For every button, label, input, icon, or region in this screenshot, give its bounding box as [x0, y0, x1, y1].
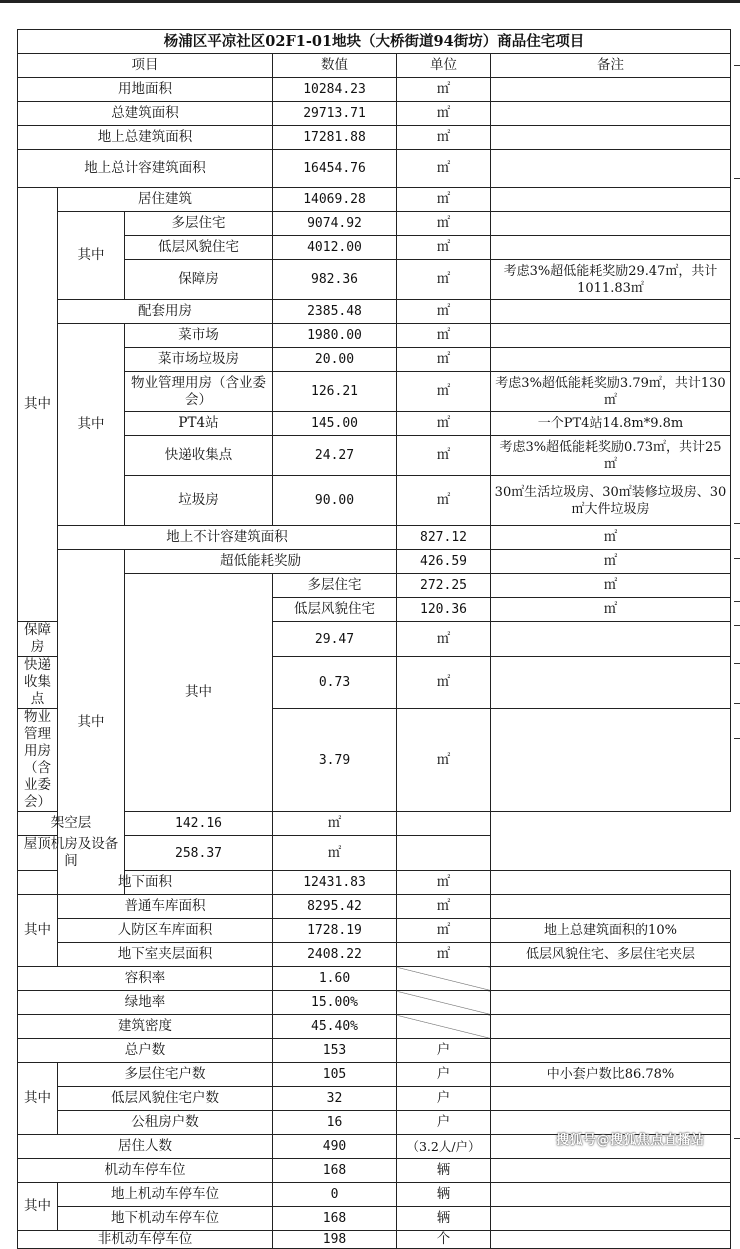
row-value: 3.79 [273, 709, 397, 812]
row-value: 145.00 [273, 412, 397, 436]
row-unit: ㎡ [491, 526, 731, 550]
group-label: 其中 [18, 188, 58, 622]
row-unit: ㎡ [397, 436, 491, 476]
row-note [491, 126, 731, 150]
row-note [491, 78, 731, 102]
group-label: 其中 [18, 895, 58, 967]
row-label: 公租房户数 [58, 1111, 273, 1135]
row-unit: ㎡ [397, 300, 491, 324]
row-label: 总户数 [18, 1039, 273, 1063]
row-unit: ㎡ [397, 943, 491, 967]
row-note [491, 895, 731, 919]
row-unit: ㎡ [397, 260, 491, 300]
table-row [18, 372, 731, 412]
row-unit: 个 [397, 1231, 491, 1249]
table-row [18, 300, 731, 324]
group-label: 其中 [58, 550, 125, 895]
row-note [491, 991, 731, 1015]
row-note: 30㎡生活垃圾房、30㎡装修垃圾房、30㎡大件垃圾房 [491, 476, 731, 526]
row-unit: 辆 [397, 1207, 491, 1231]
row-unit: ㎡ [397, 102, 491, 126]
row-unit: ㎡ [273, 812, 397, 836]
row-unit: ㎡ [491, 550, 731, 574]
row-note [491, 102, 731, 126]
table-row [18, 1231, 731, 1249]
row-label: 架空层 [18, 812, 125, 836]
row-label: 物业管理用房（含业委会） [18, 709, 58, 812]
row-note [491, 622, 731, 657]
row-unit: 户 [397, 1111, 491, 1135]
row-note [491, 212, 731, 236]
row-value: 120.36 [397, 598, 491, 622]
row-label: 地下室夹层面积 [58, 943, 273, 967]
row-label: 多层住宅户数 [58, 1063, 273, 1087]
table-title: 杨浦区平凉社区02F1-01地块（大桥街道94街坊）商品住宅项目 [18, 30, 731, 54]
table-row [18, 1063, 731, 1087]
table-row [18, 348, 731, 372]
row-unit: ㎡ [397, 919, 491, 943]
row-value: 16 [273, 1111, 397, 1135]
row-value: 426.59 [397, 550, 491, 574]
header-unit: 单位 [397, 54, 491, 78]
row-value: 168 [273, 1159, 397, 1183]
row-label: 地下机动车停车位 [58, 1207, 273, 1231]
row-value: 982.36 [273, 260, 397, 300]
row-unit: 户 [397, 1087, 491, 1111]
row-note [491, 1087, 731, 1111]
row-value: 15.00% [273, 991, 397, 1015]
row-unit: ㎡ [397, 78, 491, 102]
row-label: 机动车停车位 [18, 1159, 273, 1183]
row-note [491, 871, 731, 895]
row-value: 2408.22 [273, 943, 397, 967]
row-unit: 户 [397, 1063, 491, 1087]
row-unit: 辆 [397, 1183, 491, 1207]
row-value: 29713.71 [273, 102, 397, 126]
row-label: 多层住宅 [273, 574, 397, 598]
row-label: 用地面积 [18, 78, 273, 102]
row-label: 垃圾房 [125, 476, 273, 526]
row-note [491, 236, 731, 260]
table-row [18, 1183, 731, 1207]
row-note [491, 348, 731, 372]
row-note: 考虑3%超低能耗奖励29.47㎡，共计1011.83㎡ [491, 260, 731, 300]
row-label: 配套用房 [58, 300, 273, 324]
row-value: 17281.88 [273, 126, 397, 150]
row-note [491, 1159, 731, 1183]
row-value: 12431.83 [273, 871, 397, 895]
table-row [18, 967, 731, 991]
table-row [18, 1159, 731, 1183]
row-label: PT4站 [125, 412, 273, 436]
row-label: 保障房 [18, 622, 58, 657]
row-value: 198 [273, 1231, 397, 1249]
table-row [18, 236, 731, 260]
table-row [18, 476, 731, 526]
row-unit: ㎡ [397, 236, 491, 260]
table-row [18, 102, 731, 126]
table-row [18, 260, 731, 300]
row-unit: ㎡ [397, 212, 491, 236]
row-value: 168 [273, 1207, 397, 1231]
row-value: 9074.92 [273, 212, 397, 236]
row-value: 14069.28 [273, 188, 397, 212]
table-row [18, 412, 731, 436]
row-unit: ㎡ [397, 126, 491, 150]
row-label: 容积率 [18, 967, 273, 991]
row-label: 快递收集点 [18, 657, 58, 709]
row-unit: ㎡ [491, 598, 731, 622]
row-unit: ㎡ [397, 622, 491, 657]
row-label: 保障房 [125, 260, 273, 300]
row-label: 地上总计容建筑面积 [18, 150, 273, 188]
sheet-edge-marks [734, 3, 740, 1157]
header-note: 备注 [491, 54, 731, 78]
row-unit: 户 [397, 1039, 491, 1063]
row-unit-slash [397, 967, 491, 991]
row-unit: ㎡ [397, 709, 491, 812]
row-value: 272.25 [397, 574, 491, 598]
table-row [18, 436, 731, 476]
table-row [18, 150, 731, 188]
table-row [18, 126, 731, 150]
row-label: 人防区车库面积 [58, 919, 273, 943]
row-label: 屋顶机房及设备间 [18, 836, 125, 871]
row-note [491, 967, 731, 991]
row-label: 物业管理用房（含业委会） [125, 372, 273, 412]
row-value: 827.12 [397, 526, 491, 550]
row-label: 总建筑面积 [18, 102, 273, 126]
row-note [491, 324, 731, 348]
header-row [18, 54, 731, 78]
table-row [18, 895, 731, 919]
row-value: 16454.76 [273, 150, 397, 188]
row-note [491, 709, 731, 812]
table-row [18, 550, 731, 574]
row-label: 低层风貌住宅 [125, 236, 273, 260]
row-value: 1728.19 [273, 919, 397, 943]
row-value: 126.21 [273, 372, 397, 412]
row-value: 1980.00 [273, 324, 397, 348]
row-unit: ㎡ [397, 476, 491, 526]
row-label: 建筑密度 [18, 1015, 273, 1039]
table-row [18, 188, 731, 212]
watermark-text: 搜狐号@搜狐焦点直播站 [556, 1133, 705, 1148]
row-unit: ㎡ [397, 324, 491, 348]
row-label: 地下面积 [18, 871, 273, 895]
row-unit: ㎡ [397, 895, 491, 919]
table-row [18, 212, 731, 236]
row-value: 2385.48 [273, 300, 397, 324]
row-note [491, 1015, 731, 1039]
row-note: 考虑3%超低能耗奖励3.79㎡，共计130㎡ [491, 372, 731, 412]
row-value: 8295.42 [273, 895, 397, 919]
row-note: 地上总建筑面积的10% [491, 919, 731, 943]
subgroup-label: 其中 [58, 324, 125, 526]
row-unit: ㎡ [273, 836, 397, 871]
row-label: 多层住宅 [125, 212, 273, 236]
row-note [491, 300, 731, 324]
row-label: 绿地率 [18, 991, 273, 1015]
row-label: 低层风貌住宅 [273, 598, 397, 622]
row-value: 1.60 [273, 967, 397, 991]
row-value: 20.00 [273, 348, 397, 372]
row-unit: ㎡ [397, 348, 491, 372]
row-value: 45.40% [273, 1015, 397, 1039]
row-unit: ㎡ [397, 657, 491, 709]
row-label: 居住人数 [18, 1135, 273, 1159]
row-value: 4012.00 [273, 236, 397, 260]
row-unit-slash [397, 1015, 491, 1039]
row-value: 29.47 [273, 622, 397, 657]
table-row [18, 78, 731, 102]
row-label: 菜市场 [125, 324, 273, 348]
subgroup-label: 其中 [125, 574, 273, 812]
table-row [18, 991, 731, 1015]
row-value: 32 [273, 1087, 397, 1111]
row-unit: ㎡ [397, 871, 491, 895]
row-label: 地上不计容建筑面积 [58, 526, 397, 550]
row-note [491, 1231, 731, 1249]
row-note [491, 150, 731, 188]
row-label: 居住建筑 [58, 188, 273, 212]
row-value: 0 [273, 1183, 397, 1207]
row-label: 快递收集点 [125, 436, 273, 476]
row-unit: 辆 [397, 1159, 491, 1183]
row-value: 90.00 [273, 476, 397, 526]
row-unit: ㎡ [397, 150, 491, 188]
row-value: 142.16 [125, 812, 273, 836]
row-unit: （3.2人/户） [397, 1135, 491, 1159]
table-row [18, 1039, 731, 1063]
table-row [18, 919, 731, 943]
table-row [18, 574, 731, 598]
row-unit: ㎡ [491, 574, 731, 598]
row-value: 0.73 [273, 657, 397, 709]
table-row [18, 526, 731, 550]
row-unit: ㎡ [397, 412, 491, 436]
row-note: 考虑3%超低能耗奖励0.73㎡，共计25㎡ [491, 436, 731, 476]
row-value: 105 [273, 1063, 397, 1087]
row-note [491, 657, 731, 709]
row-label: 非机动车停车位 [18, 1231, 273, 1249]
header-value: 数值 [273, 54, 397, 78]
row-note [491, 1207, 731, 1231]
row-label: 超低能耗奖励 [125, 550, 397, 574]
table-row [18, 1207, 731, 1231]
row-unit-slash [397, 991, 491, 1015]
table-row [18, 1087, 731, 1111]
row-label: 普通车库面积 [58, 895, 273, 919]
row-value: 258.37 [125, 836, 273, 871]
row-note [397, 836, 491, 871]
table-row [18, 943, 731, 967]
row-label: 低层风貌住宅户数 [58, 1087, 273, 1111]
row-value: 490 [273, 1135, 397, 1159]
row-label: 地上机动车停车位 [58, 1183, 273, 1207]
row-note [491, 1183, 731, 1207]
group-label: 其中 [18, 1183, 58, 1231]
row-note: 中小套户数比86.78% [491, 1063, 731, 1087]
header-item: 项目 [18, 54, 273, 78]
row-unit: ㎡ [397, 188, 491, 212]
subgroup-label: 其中 [58, 212, 125, 300]
row-value: 153 [273, 1039, 397, 1063]
project-metrics-table [17, 29, 731, 1249]
row-label: 菜市场垃圾房 [125, 348, 273, 372]
row-value: 24.27 [273, 436, 397, 476]
row-label: 地上总建筑面积 [18, 126, 273, 150]
group-label: 其中 [18, 1063, 58, 1135]
row-note [491, 188, 731, 212]
table-row [18, 1015, 731, 1039]
row-note: 一个PT4站14.8m*9.8m [491, 412, 731, 436]
table-row [18, 812, 731, 836]
row-note: 低层风貌住宅、多层住宅夹层 [491, 943, 731, 967]
row-note [491, 1039, 731, 1063]
table-row [18, 836, 731, 871]
table-row [18, 871, 731, 895]
row-note [397, 812, 491, 836]
table-row [18, 324, 731, 348]
row-unit: ㎡ [397, 372, 491, 412]
row-value: 10284.23 [273, 78, 397, 102]
title-row [18, 30, 731, 54]
